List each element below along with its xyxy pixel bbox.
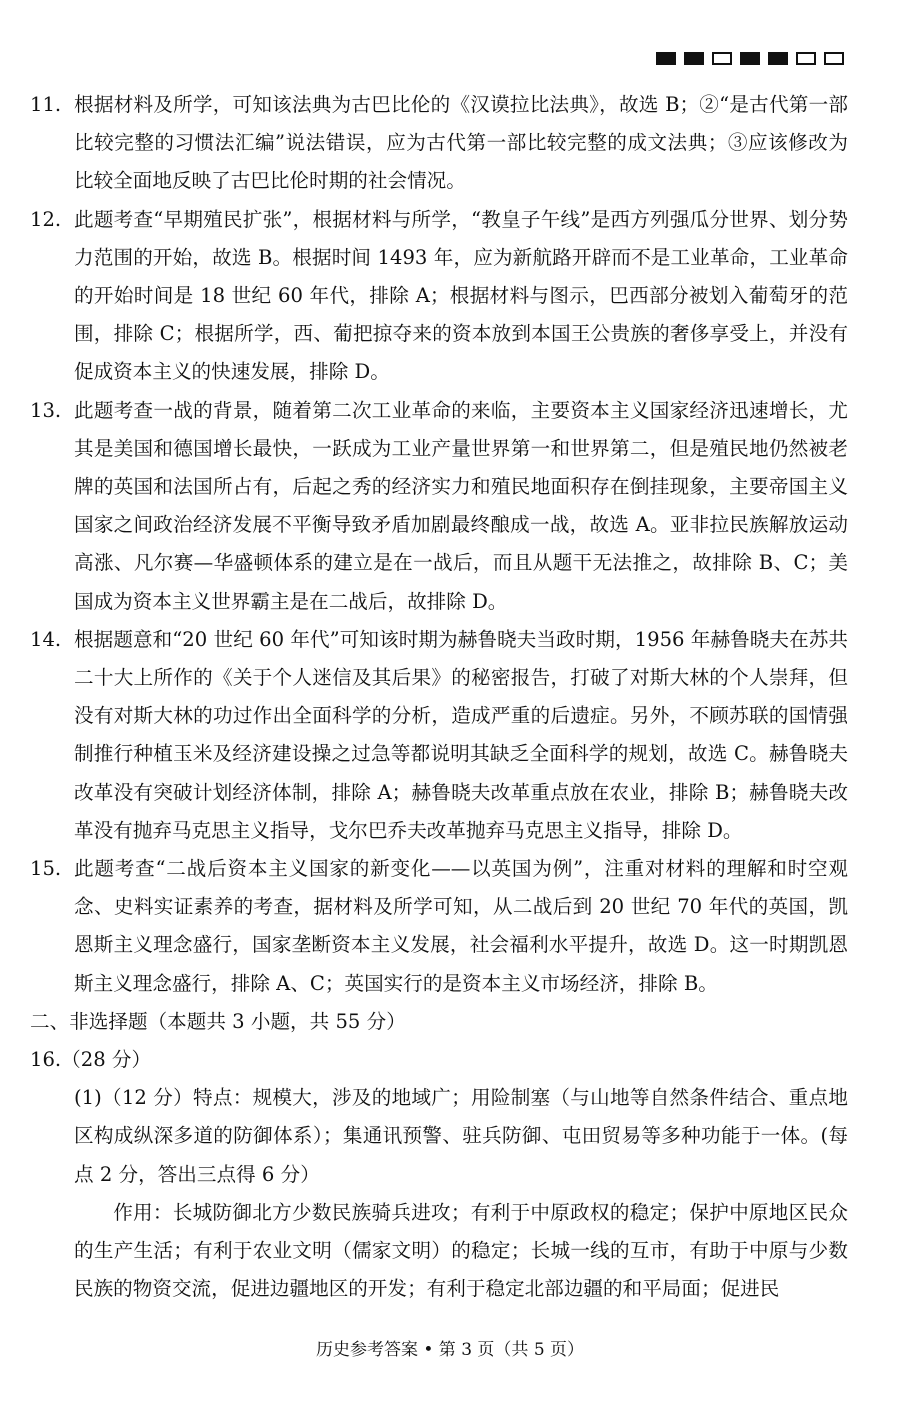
item-text: 此题考查一战的背景，随着第二次工业革命的来临，主要资本主义国家经济迅速增长，尤其是美国和德国增长最快，一跃成为工业产量世界第一和世界第二，但是殖民地仍然被老牌的英国和法国所占有，后起之秀的经济实力和殖民地面积存在倒挂现象，主要帝国主义国家之间政治经济发展不平衡导致矛盾加剧最终酿成一战，故选 A。亚非拉民族解放运动高涨、凡尔赛—华盛顿体系的建立是在一战后，而且从题干无法推之，故排除 B、C；美国成为资本主义世界霸主是在二战后，故排除 D。 <box>74 398 848 613</box>
header-mark <box>684 52 704 65</box>
answer-item-11 <box>30 86 848 201</box>
section-heading <box>30 1003 848 1041</box>
item-number: 12. <box>30 207 62 231</box>
item-text: 根据题意和“20 世纪 60 年代”可知该时期为赫鲁晓夫当政时期，1956 年赫鲁晓夫在苏共二十大上所作的《关于个人迷信及其后果》的秘密报告，打破了对斯大林的个人崇拜，但没有对斯大林的功过作出全面科学的分析，造成严重的后遗症。另外，不顾苏联的国情强制推行种植玉米及经济建设操之过急等都说明其缺乏全面科学的规划，故选 C。赫鲁晓夫改革没有突破计划经济体制，排除 A；赫鲁晓夫改革重点放在农业，排除 B；赫鲁晓夫改革没有抛弃马克思主义指导，戈尔巴乔夫改革抛弃马克思主义指导，排除 D。 <box>74 627 848 842</box>
item-text: 此题考查“二战后资本主义国家的新变化——以英国为例”，注重对材料的理解和时空观念、史料实证素养的考查，据材料及所学可知，从二战后到 20 世纪 70 年代的英国，凯恩斯主义理念盛行，国家垄断资本主义发展，社会福利水平提升，故选 D。这一时期凯恩斯主义理念盛行，排除 A、C；英国实行的是资本主义市场经济，排除 B。 <box>74 857 848 995</box>
answer-content <box>30 86 848 1309</box>
header-marks <box>656 52 844 65</box>
question-number: 16. <box>30 1048 62 1072</box>
section-note: （本题共 3 小题，共 55 分） <box>147 1009 406 1033</box>
item-number: 15. <box>30 857 62 881</box>
answer-item-14 <box>30 621 848 850</box>
item-text: 根据材料及所学，可知该法典为古巴比伦的《汉谟拉比法典》，故选 B；②“是古代第一部比较完整的习惯法汇编”说法错误，应为古代第一部比较完整的成文法典；③应该修改为比较全面地反映了古巴比伦时期的社会情况。 <box>74 93 848 193</box>
header-mark <box>824 52 844 65</box>
item-number: 14. <box>30 627 62 651</box>
question-16-heading <box>30 1041 848 1079</box>
header-mark <box>796 52 816 65</box>
question-score: （28 分） <box>61 1048 152 1072</box>
question-16-part-1: (1)（12 分）特点：规模大，涉及的地域广；用险制塞（与山地等自然条件结合、重点地区构成纵深多道的防御体系）；集通讯预警、驻兵防御、屯田贸易等多种功能于一体。(每点 2 分，答出三点得 6 分） <box>74 1086 848 1186</box>
header-mark <box>656 52 676 65</box>
question-16-effect: 作用：长城防御北方少数民族骑兵进攻；有利于中原政权的稳定；保护中原地区民众的生产生活；有利于农业文明（儒家文明）的稳定；长城一线的互市，有助于中原与少数民族的物资交流，促进边疆地区的开发；有利于稳定北部边疆的和平局面；促进民 <box>74 1200 848 1301</box>
section-title: 二、非选择题 <box>30 1009 148 1033</box>
header-mark <box>768 52 788 65</box>
header-mark <box>740 52 760 65</box>
answer-item-13 <box>30 392 848 621</box>
answer-item-12 <box>30 201 848 392</box>
answer-item-15 <box>30 850 848 1003</box>
item-text: 此题考查“早期殖民扩张”，根据材料与所学，“教皇子午线”是西方列强瓜分世界、划分势力范围的开始，故选 B。根据时间 1493 年，应为新航路开辟而不是工业革命，工业革命的开始时间是 18 世纪 60 年代，排除 A；根据材料与图示，巴西部分被划入葡萄牙的范围，排除 C；根据所学，西、葡把掠夺来的资本放到本国王公贵族的奢侈享受上，并没有促成资本主义的快速发展，排除 D。 <box>74 207 848 384</box>
item-number: 13. <box>30 398 62 422</box>
header-mark <box>712 52 732 65</box>
page-footer: 历史参考答案 • 第 3 页（共 5 页） <box>315 1340 585 1360</box>
item-number: 11. <box>30 93 62 116</box>
